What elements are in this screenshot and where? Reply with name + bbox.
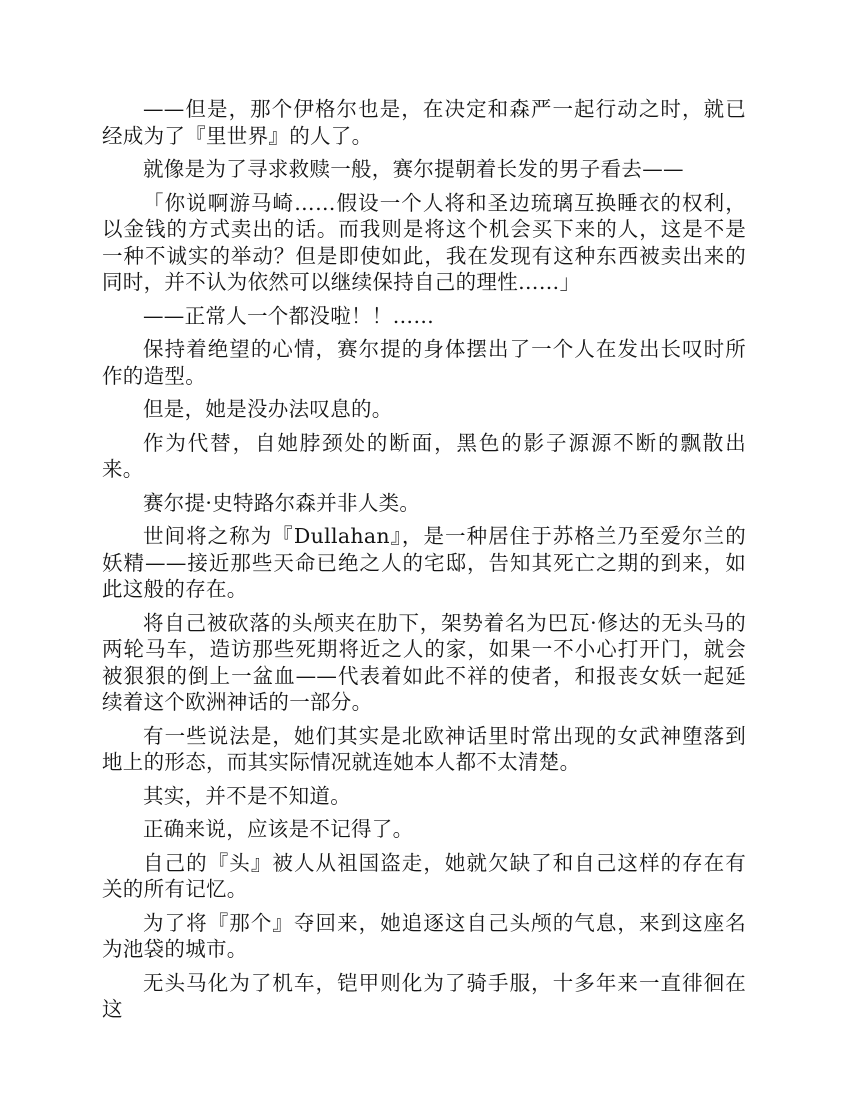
paragraph-15: 为了将『那个』夺回来，她追逐这自己头颅的气息，来到这座名为池袋的城市。 [102, 910, 746, 961]
paragraph-2: 就像是为了寻求救赎一般，赛尔提朝着长发的男子看去—— [143, 157, 684, 181]
paragraph-4: ——正常人一个都没啦！！…… [143, 303, 435, 328]
paragraph-14: 自己的『头』被人从祖国盗走，她就欠缺了和自己这样的存在有关的所有记忆。 [102, 850, 746, 901]
paragraph-10: 将自己被砍落的头颅夹在肋下，架势着名为巴瓦·修达的无头马的两轮马车，造访那些死期将近之人的家，如果一不小心打开门，就会被狠狠的倒上一盆血——代表着如此不祥的使者，和报丧女妖一起延续着这个欧洲神话的一部分。 [102, 610, 746, 714]
paragraph-12: 其实，并不是不知道。 [143, 783, 351, 808]
paragraph-3: 「你说啊游马崎……假设一个人将和圣边琉璃互换睡衣的权利，以金钱的方式卖出的话。而我则是将这个机会买下来的人，这是不是一种不诚实的举动？但是即使如此，我在发现有这种东西被卖出来的同时，并不认为依然可以继续保持自己的理性……」 [102, 190, 746, 294]
paragraph-13: 正确来说，应该是不记得了。 [143, 817, 414, 841]
paragraph-11: 有一些说法是，她们其实是北欧神话里时常出现的女武神堕落到地上的形态，而其实际情况就连她本人都不太清楚。 [102, 723, 746, 774]
paragraph-5: 保持着绝望的心情，赛尔提的身体摆出了一个人在发出长叹时所作的造型。 [102, 337, 746, 388]
paragraph-6: 但是，她是没办法叹息的。 [143, 397, 393, 421]
paragraph-16: 无头马化为了机车，铠甲则化为了骑手服，十多年来一直徘徊在这 [102, 970, 746, 1021]
paragraph-1: ——但是，那个伊格尔也是，在决定和森严一起行动之时，就已经成为了『里世界』的人了。 [102, 97, 746, 148]
paragraph-8: 赛尔提·史特路尔森并非人类。 [143, 490, 421, 515]
paragraph-9: 世间将之称为『Dullahan』，是一种居住于苏格兰乃至爱尔兰的妖精——接近那些天命已绝之人的宅邸，告知其死亡之期的到来，如此这般的存在。 [102, 524, 746, 601]
paragraph-7: 作为代替，自她脖颈处的断面，黑色的影子源源不断的飘散出来。 [102, 430, 746, 481]
